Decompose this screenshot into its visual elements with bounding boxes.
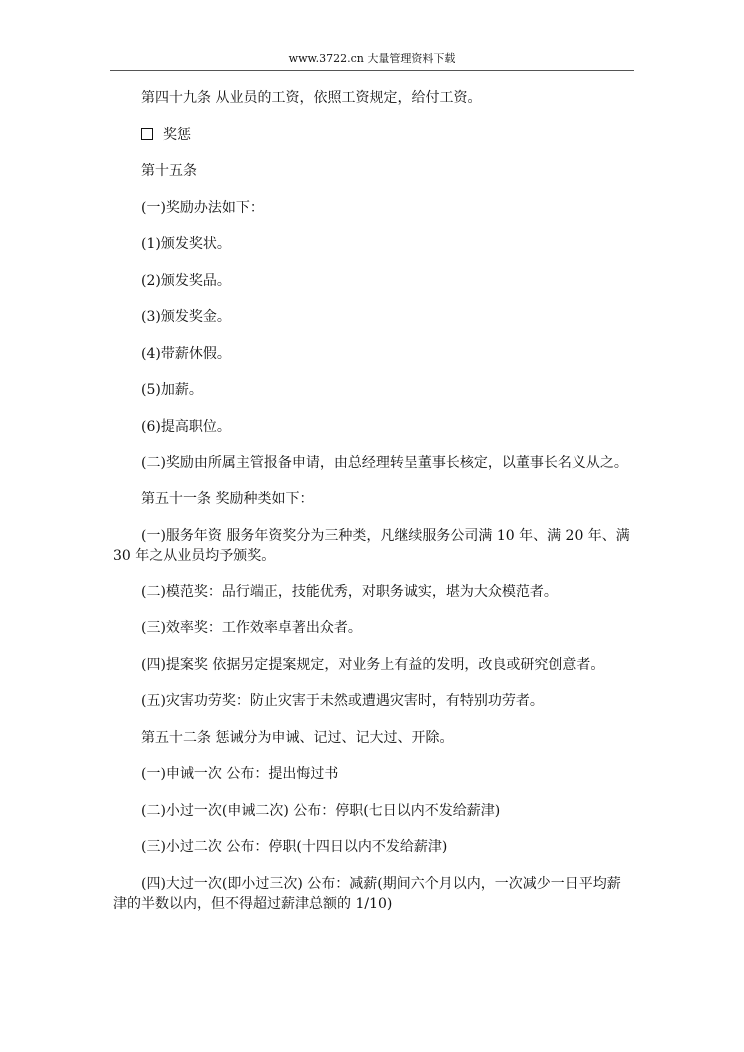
penalty-item-2: (二)小过一次(申诫二次) 公布：停职(七日以内不发给薪津) [141,802,501,819]
proposal-award: (四)提案奖 依据另定提案规定，对业务上有益的发明，改良或研究创意者。 [141,656,605,673]
seniority-award: (一)服务年资 服务年资奖分为三种类，凡继续服务公司满 10 年、满 20 年、满 30 年之从业员均予颁奖。 [113,527,630,564]
penalty-item-3: (三)小过二次 公布：停职(十四日以内不发给薪津) [141,839,448,855]
article-52-heading: 第五十二条 惩诫分为申诫、记过、记大过、开除。 [141,729,454,746]
document-body [113,88,633,930]
reward-item-1: (1)颁发奖状。 [141,236,231,252]
reward-item-6: (6)提高职位。 [141,418,231,435]
reward-approval-paragraph: (二)奖励由所属主管报备申请，由总经理转呈董事长核定，以董事长名义从之。 [141,455,628,471]
header-text: www.3722.cn 大量管理资料下载 [288,52,456,65]
efficiency-award: (三)效率奖：工作效率卓著出众者。 [141,620,362,636]
reward-methods-heading: (一)奖励办法如下： [141,199,264,216]
reward-item-3: (3)颁发奖金。 [141,309,231,325]
article-49: 第四十九条 从业员的工资，依照工资规定，给付工资。 [141,90,482,106]
reward-item-2: (2)颁发奖品。 [141,272,231,289]
penalty-item-1: (一)申诫一次 公布：提出悔过书 [141,766,339,782]
article-15-heading: 第十五条 [141,163,197,179]
checkbox-icon [141,128,153,140]
section-heading-text: 奖惩 [163,126,191,143]
article-51-heading: 第五十一条 奖励种类如下： [141,491,314,507]
section-heading-rewards-penalties [113,125,633,145]
reward-item-5: (5)加薪。 [141,382,203,398]
page-header [110,52,634,71]
reward-item-4: (4)带薪休假。 [141,345,231,362]
model-award: (二)模范奖：品行端正，技能优秀，对职务诚实，堪为大众模范者。 [141,583,558,600]
penalty-item-4: (四)大过一次(即小过三次) 公布：减薪(期间六个月以内，一次减少一日平均薪津的半数以内，但不得超过薪津总额的 1/10) [113,875,621,912]
disaster-award: (五)灾害功劳奖：防止灾害于未然或遭遇灾害时，有特别功劳者。 [141,693,544,709]
